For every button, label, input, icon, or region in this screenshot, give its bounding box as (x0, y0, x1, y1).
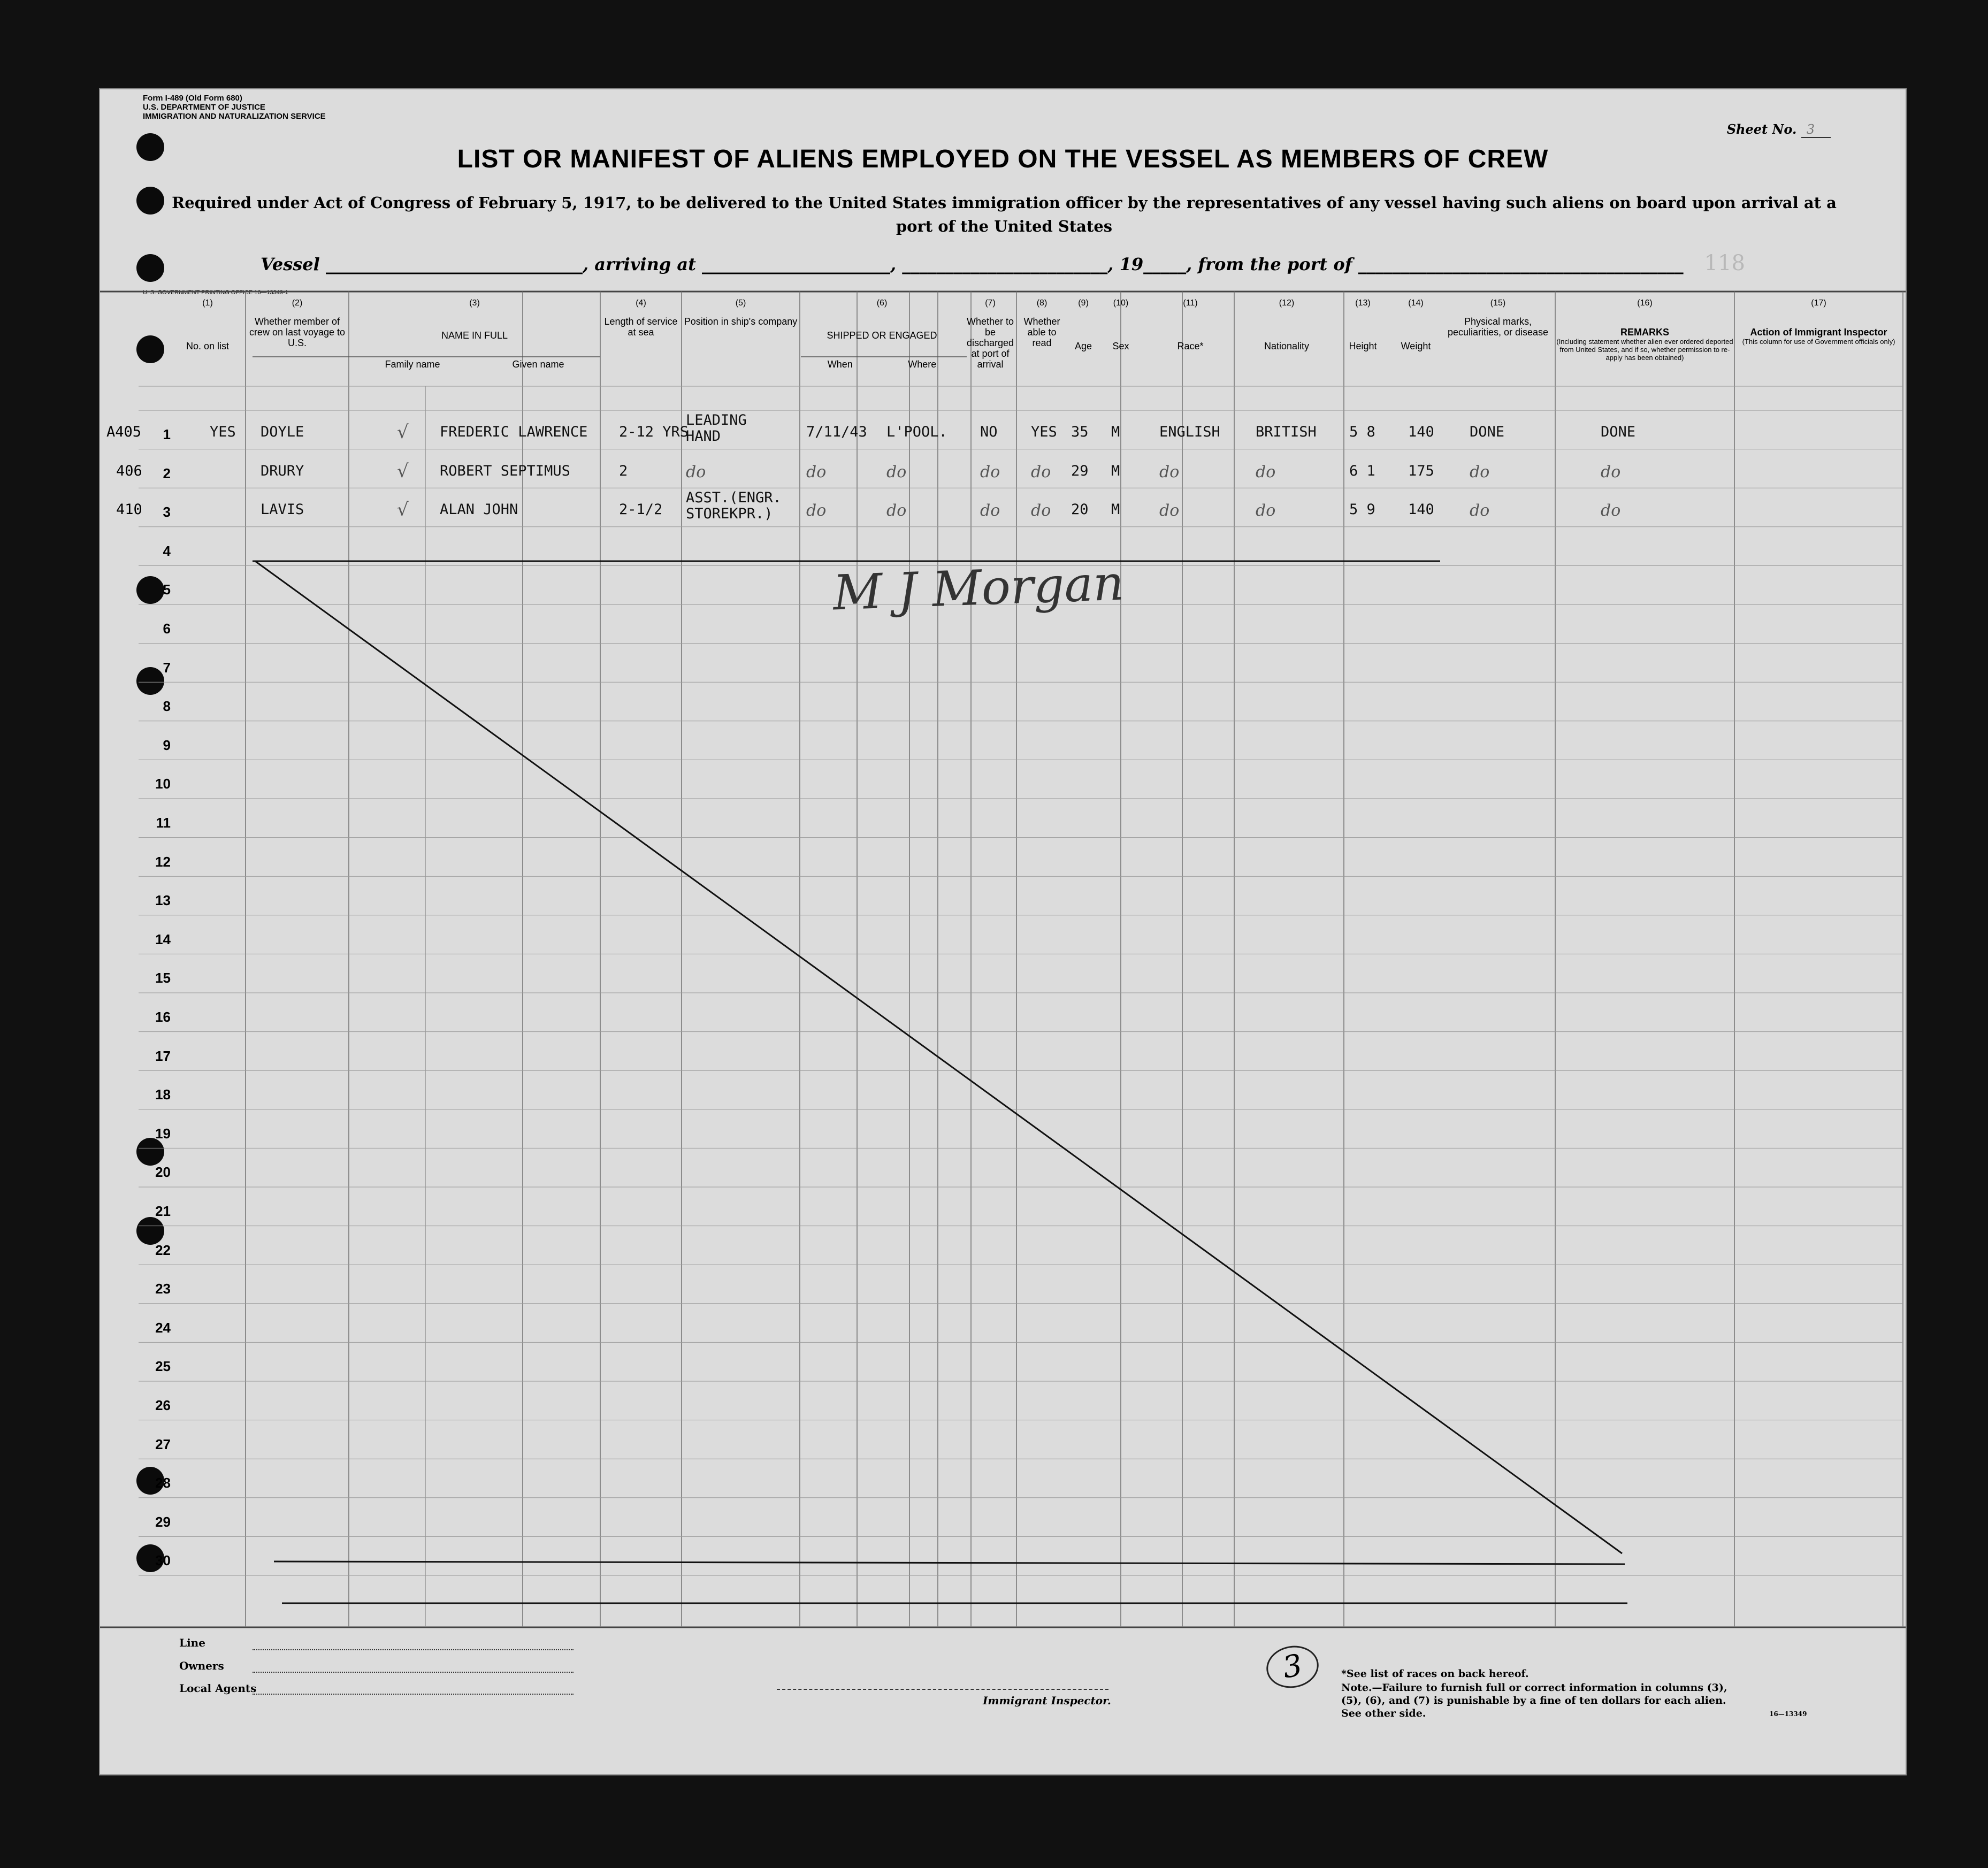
margin-code: A405 (106, 424, 142, 440)
column-number: (13) (1355, 298, 1371, 308)
row-number: 10 (155, 776, 171, 792)
discharged-cell: NO (980, 424, 998, 440)
weight-cell: 140 (1408, 501, 1434, 518)
service-cell: 2-12 YRS (619, 424, 689, 440)
age-cell: 35 (1071, 424, 1089, 440)
column-label: Length of service at sea (604, 316, 678, 338)
discharged-cell: do (980, 462, 1000, 481)
column-header (246, 298, 349, 348)
line-field (253, 1649, 574, 1650)
column-label: Whether member of crew on last voyage to U.S. (249, 316, 346, 348)
column-header (1441, 298, 1555, 338)
able-to-read-cell: YES (1031, 424, 1057, 440)
column-number: (11) (1183, 298, 1198, 308)
vessel-line: Vessel ______________________________, arriving at ______________________, ________________________, 19_____, from the port of ______________________________________ (261, 254, 1684, 274)
nationality-cell: do (1256, 462, 1276, 481)
race-cell: do (1159, 501, 1180, 520)
margin-code: 406 (116, 462, 142, 479)
column-number: (12) (1279, 298, 1295, 308)
column-header (800, 298, 964, 370)
owners-field (253, 1672, 574, 1673)
races-note: *See list of races on back hereof. (1341, 1668, 1529, 1680)
service-cell: 2-1/2 (619, 501, 663, 518)
column-header (1067, 298, 1099, 351)
given-name-cell: ALAN JOHN (440, 501, 518, 518)
row-number: 26 (155, 1397, 171, 1413)
column-header (682, 298, 800, 327)
row-number: 15 (155, 970, 171, 986)
cancel-rule (274, 1561, 1625, 1564)
column-label: Sex (1112, 341, 1129, 351)
row-number: 5 (163, 581, 171, 598)
weight-cell: 140 (1408, 424, 1434, 440)
remarks-cell: do (1601, 501, 1621, 520)
shipped-when-cell: 7/11/43 (806, 424, 867, 440)
column-header (1016, 298, 1067, 348)
age-cell: 29 (1071, 462, 1089, 479)
height-cell: 5 8 (1349, 424, 1375, 440)
agents-field (253, 1694, 574, 1695)
gpo-imprint: U. S. GOVERNMENT PRINTING OFFICE 16—13349-1 (143, 289, 288, 296)
column-number: (8) (1036, 298, 1047, 308)
row-number: 18 (155, 1086, 171, 1103)
sheet-label: Sheet No. (1726, 121, 1797, 137)
shipped-when-cell: do (806, 462, 827, 481)
column-number: (16) (1637, 298, 1653, 308)
able-to-read-cell: do (1031, 501, 1051, 520)
column-number: (14) (1408, 298, 1424, 308)
row-number: 17 (155, 1047, 171, 1064)
column-header (600, 298, 682, 338)
column-label: SHIPPED OR ENGAGED (827, 330, 937, 341)
column-label: Nationality (1264, 341, 1310, 351)
column-header (349, 298, 600, 370)
margin-code: 410 (116, 501, 142, 518)
row-number: 19 (155, 1125, 171, 1142)
column-label: Weight (1401, 341, 1431, 351)
race-cell: ENGLISH (1159, 424, 1220, 440)
line-label: Line (179, 1636, 205, 1649)
column-label: Position in ship's company (684, 316, 798, 327)
column-label: Physical marks, peculiarities, or disease (1447, 316, 1549, 338)
column-header (1555, 298, 1734, 362)
row-number: 27 (155, 1436, 171, 1452)
sheet-value: 3 (1801, 122, 1831, 138)
shipped-where-cell: do (886, 501, 907, 520)
column-header (1238, 298, 1335, 351)
race-cell: do (1159, 462, 1180, 481)
column-header (1734, 298, 1903, 346)
column-header (1099, 298, 1142, 351)
physical-marks-cell: DONE (1470, 424, 1505, 440)
position-cell: do (686, 462, 706, 481)
row-number: 21 (155, 1203, 171, 1219)
age-cell: 20 (1071, 501, 1089, 518)
row-number: 6 (163, 621, 171, 637)
column-label: Race* (1177, 341, 1204, 351)
column-sublabel: Given name (512, 359, 564, 370)
row-number: 1 (163, 426, 171, 442)
page-title: LIST OR MANIFEST OF ALIENS EMPLOYED ON THE VESSEL AS MEMBERS OF CREW (457, 145, 1549, 173)
signature: M J Morgan (832, 555, 1125, 622)
column-number: (9) (1078, 298, 1089, 308)
row-number: 29 (155, 1513, 171, 1530)
column-number: (17) (1811, 298, 1826, 308)
column-header (1391, 298, 1441, 351)
column-label: Whether able to read (1023, 316, 1060, 348)
column-number: (5) (735, 298, 746, 308)
inspector-signature-line (777, 1689, 1108, 1690)
remarks-cell: DONE (1601, 424, 1636, 440)
discharged-cell: do (980, 501, 1000, 520)
row-number: 12 (155, 853, 171, 870)
shipped-where-cell: do (886, 462, 907, 481)
row-number: 4 (163, 542, 171, 559)
row-number: 22 (155, 1242, 171, 1258)
row-number: 3 (163, 504, 171, 520)
column-label: NAME IN FULL (441, 330, 508, 341)
position-cell: STOREKPR.) (686, 506, 773, 523)
height-cell: 6 1 (1349, 462, 1375, 479)
column-number: (7) (985, 298, 996, 308)
row-number: 23 (155, 1281, 171, 1297)
cancel-diagonal (255, 561, 1622, 1553)
column-label: Age (1074, 341, 1092, 351)
sex-cell: M (1111, 424, 1120, 440)
column-header (1335, 298, 1391, 351)
column-number: (6) (876, 298, 888, 308)
given-name-cell: ROBERT SEPTIMUS (440, 462, 570, 479)
check-mark: √ (397, 460, 409, 482)
shipped-where-cell: L'POOL. (886, 424, 947, 440)
row-number: 9 (163, 737, 171, 753)
weight-cell: 175 (1408, 462, 1434, 479)
column-label: No. on list (186, 341, 230, 351)
row-number: 30 (155, 1552, 171, 1569)
row-number: 24 (155, 1319, 171, 1336)
row-number: 16 (155, 1009, 171, 1025)
sex-cell: M (1111, 501, 1120, 518)
row-number: 2 (163, 465, 171, 481)
row-number: 20 (155, 1164, 171, 1181)
row-number: 25 (155, 1358, 171, 1375)
able-to-read-cell: do (1031, 462, 1051, 481)
column-number: (10) (1113, 298, 1129, 308)
row-number: 7 (163, 659, 171, 676)
page-subtitle: Required under Act of Congress of February 5, 1917, to be delivered to the United States immigration officer by the representatives of any vessel having such aliens on board upon arrival at a port of the United States (172, 194, 1837, 235)
column-note: (Including statement whether alien ever ordered deported from United States, and if so, whether permission to re-apply has been obtained) (1556, 338, 1733, 362)
given-name-cell: FREDERIC LAWRENCE (440, 424, 588, 440)
column-header (1142, 298, 1238, 351)
physical-marks-cell: do (1470, 462, 1490, 481)
manifest-sheet (99, 88, 1907, 1775)
service: IMMIGRATION AND NATURALIZATION SERVICE (143, 112, 326, 121)
position-cell: LEADING (686, 412, 747, 428)
row-number: 14 (155, 931, 171, 947)
check-mark: √ (397, 499, 409, 521)
form-id: Form I-489 (Old Form 680) (143, 94, 242, 103)
faint-number: 118 (1704, 251, 1745, 275)
nationality-cell: do (1256, 501, 1276, 520)
column-label: Height (1349, 341, 1377, 351)
row-number: 8 (163, 698, 171, 715)
column-header (964, 298, 1016, 370)
inspector-label: Immigrant Inspector. (983, 1694, 1111, 1707)
family-name-cell: DRURY (261, 462, 304, 479)
circled-number: 3 (1263, 1642, 1322, 1692)
column-sublabel: Family name (385, 359, 440, 370)
column-number: (2) (292, 298, 303, 308)
column-sublabel: Where (908, 359, 937, 370)
position-cell: ASST.(ENGR. (686, 489, 782, 507)
column-number: (4) (636, 298, 646, 308)
family-name-cell: DOYLE (261, 424, 304, 440)
column-label: Action of Immigrant Inspector (1750, 327, 1887, 338)
column-number: (3) (469, 298, 480, 308)
footer-code: 16—13349 (1769, 1710, 1807, 1718)
sex-cell: M (1111, 462, 1120, 479)
height-cell: 5 9 (1349, 501, 1375, 518)
column-note: (This column for use of Government officials only) (1742, 338, 1895, 346)
penalty-note: Note.—Failure to furnish full or correct information in columns (3), (5), (6), and (7) is punishable by a fine of ten dollars for each alien. See other side. (1341, 1682, 1727, 1719)
position-cell: HAND (686, 428, 721, 445)
shipped-when-cell: do (806, 501, 827, 520)
check-mark: √ (397, 422, 409, 443)
local-agents-label: Local Agents (179, 1682, 257, 1695)
row-number: 28 (155, 1475, 171, 1491)
remarks-cell: do (1601, 462, 1621, 481)
owners-label: Owners (179, 1659, 224, 1672)
column-label: REMARKS (1620, 327, 1669, 338)
service-cell: 2 (619, 462, 628, 479)
department: U.S. DEPARTMENT OF JUSTICE (143, 103, 265, 112)
family-name-cell: LAVIS (261, 501, 304, 518)
nationality-cell: BRITISH (1256, 424, 1317, 440)
column-label: Whether to be discharged at port of arrival (966, 316, 1014, 370)
physical-marks-cell: do (1470, 501, 1490, 520)
column-number: (15) (1490, 298, 1506, 308)
row-number: 13 (155, 892, 171, 909)
last-voyage-cell: YES (210, 424, 236, 440)
row-number: 11 (156, 815, 171, 831)
column-header (170, 298, 246, 351)
column-sublabel: When (827, 359, 853, 370)
column-number: (1) (202, 298, 213, 308)
